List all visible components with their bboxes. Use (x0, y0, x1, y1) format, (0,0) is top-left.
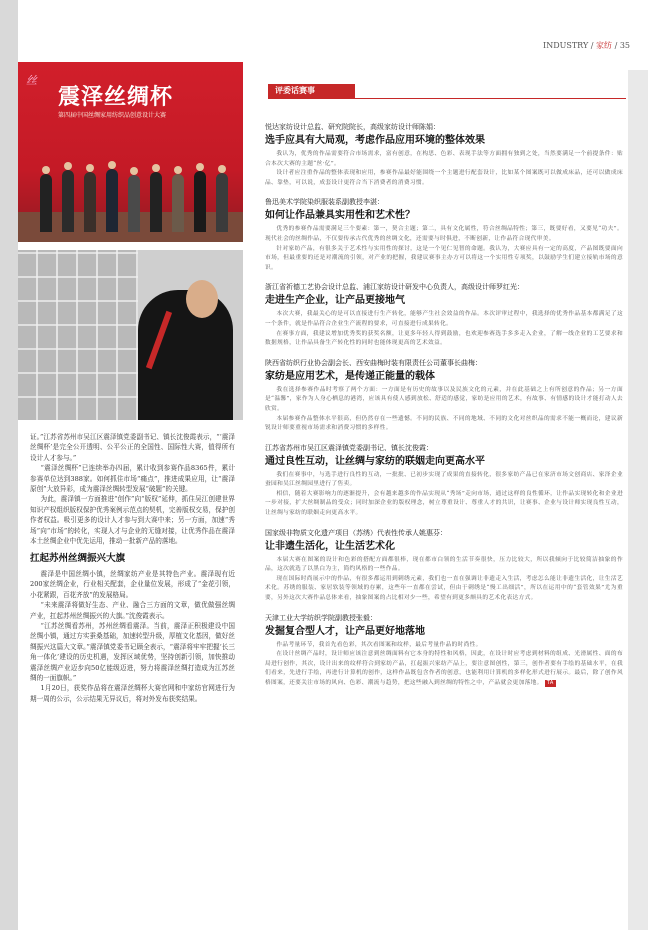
judge-comment (265, 282, 623, 348)
person-figure (106, 169, 118, 232)
section-rule (268, 98, 626, 99)
comment-paragraph: 本次大赛，我最关心的是可以直接进行生产转化，能够产生社会效益的作品。本次评审过程中，我选择的优秀作品基本都满足了这一个条件，就是作品符合企业生产流程的要求，可直接进行成果转化。 (265, 311, 623, 327)
person-figure (62, 170, 74, 232)
backdrop-title: 震泽丝绸杯 (58, 84, 174, 110)
comment-paragraph: 现在国际时尚展示中的作品，有很多都运用到刺绣元素，我们也一直在强调让非遗走入生活，考虑怎么能让非遗生活化，让生活艺术化。苏绣的服装、家居软装等领域的存累，这些年一直都在尝试，但由于刺绣是“慢工出细活”，所以在运用中的“套管效果”尤为重要，另外这次大赛作品总体来看，抽象图案的占比相对少一些，希望有到更多颇具的艺术化表达方式。 (265, 575, 623, 602)
judge-comment (265, 613, 623, 689)
comment-paragraph: 本届大赛在图案的设计和色彩的搭配方面都很棒，现在都市白领的生活节奏很快，压力比较大，所以我倾向于比较简洁抽象的作品，这次就选了以黑白为主，简约风格的一些作品。 (265, 556, 623, 573)
comment-title: 通过良性互动，让丝绸与家纺的联姻走向更高水平 (265, 455, 485, 467)
person-figure (40, 174, 52, 232)
paragraph: “江苏丝绸看苏州，苏州丝绸看震泽。当前，震泽正积极建设中国丝绸小镇，通过方实蚕桑基础，加速转型升级，厚植文化基因，做好丝绸振兴这篇大文章。”震泽镇党委书记顾全表示，“震泽将牢牢把握‘长三角一体化’建设的历史机遇，发挥区域优势，坚持创新引领，加快推动震泽丝绸产业迈步向50亿能级迈进，努力将震泽丝绸打造成为江苏丝绸的一面旗帜。” (30, 621, 235, 682)
judging-photo (18, 250, 243, 420)
comment-paragraph: 相信，随着大赛影响力的逐渐提升，会有越来越多的作品实现从“秀场”走向市场，通过这样的良性循环，让作品实现转化和企业进一步对接，扩大丝绸制品的受众；同时加深企业的版权理念，树立尊重设计、尊重人才的共识，让赛事、企业与设计师实现良性互动，让丝绸与家纺的联姻走向更高水平。 (265, 490, 623, 517)
page-right-band (628, 70, 648, 930)
person-figure (84, 172, 96, 232)
judge-name: 国家级非物质文化遗产项目（苏绣）代表性传承人姚惠芬： (265, 528, 447, 537)
person-figure (194, 171, 206, 232)
comment-paragraph (265, 650, 623, 688)
comment-title: 发掘复合型人才，让产品更好地落地 (265, 625, 425, 637)
paragraph: 证。”江苏省苏州市吴江区震泽镇党委副书记、镇长沈俊霞表示，“‘震泽丝绸杯’是完全公开透明、公平公正的全国性、国际性大赛，值得所有设计人才参与。” (30, 433, 235, 462)
comment-paragraph: 优秀的参赛作品需要满足三个要素：第一，契合主题；第二，具有文化属性，符合丝绸品特性；第三，既要好看，又要见“功夫”。现代社会的丝绸作品，不仅要传承古代优秀的丝绸文化，还需要与时俱进，不断创新，让作品符合现代审美。 (265, 226, 623, 242)
paragraph: “未来震泽将做好生态、产业、融合三方面的文章，做优做强丝绸产业，扛起苏州丝绸振兴的大旗。”沈俊霞表示。 (30, 601, 235, 620)
person-figure (216, 173, 228, 232)
comment-title: 走进生产企业，让产品更接地气 (265, 295, 405, 307)
comment-paragraph: 本届参赛作品整体水平很高，但仍然存在一些遗憾。不同的民族、不同的地域、不同的文化对丝织品的需求不能一概而论，建议新锐设计师要重视市场需求和消费习惯的多样性。 (265, 415, 623, 432)
comment-paragraph: 在赛事方面，我建议增加优秀奖的获奖名额，让更多年轻人得到鼓励，也欢迎参赛选手多多走入企业，了解一线企业的工艺要求和数据规格，让作品具备生产转化性的同时也能体现更高的艺术效益。 (265, 330, 623, 347)
running-header: INDUSTRY / 家纺 / 35 (543, 41, 630, 50)
judge-comment (265, 358, 623, 434)
comment-title: 选手应具有大局观，考虑作品应用环境的整体效果 (265, 135, 485, 146)
judges-comments-column (265, 122, 623, 698)
judge-comment (265, 197, 623, 273)
judge-comment (265, 443, 623, 519)
left-article-column (30, 432, 235, 704)
judge-name: 江苏省苏州市吴江区震泽镇党委副书记、镇长沈俊霞： (265, 443, 433, 452)
end-mark: TA (546, 680, 554, 686)
judge-name: 鲁迅美术学院染织服装系副教授李湛： (265, 198, 384, 207)
judge-name: 陕西省纺织行业协会副会长、西安曲梅时装有限责任公司董事长曲梅： (265, 358, 482, 367)
comment-paragraph: 我们在赛事中，与选手进行良性的互动，一批批、已初步实现了成果的直接转化，很多家纺产品已在家济市场文创商店、家泽企业蚕园和吴江丝绸园里进行了售卖。 (265, 471, 623, 488)
silk-logo: 丝 (26, 74, 37, 87)
comment-paragraph: 我认为，优秀的作品需要符合市场需求，富有创意，在构思、色彩、表现手法等方面拥有独到之处，当然要满足一个前提条件：贴合本次大赛的主题“丝·亿”。 (265, 151, 623, 167)
comment-paragraph: 设计者应注重作品的整体表现和应用，参赛作品最好能围绕一个主题进行配套设计，比如某个图案既可以做成床品，还可以做成床品、靠垫，可以说，成套设计更符合当下消费者的消费习惯。 (265, 170, 623, 186)
comment-paragraph: 针对家纺产品，有很多关于艺术性与实用性的探讨，这是一个见仁见智的命题。我认为，大赛应具有一定的高度，产品图既要面向市场，但最重要的还是对潮流的引领，对产业的把握，我建议赛事主办方可以将这一个实用性专项奖，以鼓励学生们建立接轨市场的意识。 (265, 245, 623, 271)
person-figure (150, 172, 162, 232)
comment-text: 在设计丝绸产品时，设计师应该注意到丝绸面料有它本身的特性和风格，因此，在设计时应考虑到材料的组成、光滑属性、面的布局进行创作，其次，设计出来的纹样符合到家纺产品，扛起振兴家纺产品上，要注意图创性，第三，创作者要有手绘的基础水平，在我们看来，先进行手绘，再进行计算机的创作，这样作品既包含作者的创意，也能利用计算机的多样化形式进行展示。最后，除了创作风格图案，还要关注市场的风向、色彩、潮流与趋势，把这些融入到丝绸的特性之中，产品就会更加落地。 (265, 651, 623, 686)
header-brand: 家纺 (596, 41, 613, 50)
header-section: INDUSTRY (543, 41, 589, 50)
person-figure (128, 175, 140, 232)
backdrop-subtitle: 第四届中国丝绸家用纺织品创意设计大赛 (58, 112, 167, 119)
judge-head (186, 280, 218, 318)
judge-comment (265, 122, 623, 188)
comment-paragraph: 我在选择参赛作品时考察了两个方面：一方面是有历史的故事以及民族文化的元素，并在此基础之上有所创意的作品；另一方面是“温馨”，家作为人身心栖息的港湾，应该具有使人感到放松、舒适的感觉，家纺是应用的艺术，有故事、有情感的设计才能打动人去欣赏。 (265, 386, 623, 412)
person-figure (172, 174, 184, 232)
group-photo (18, 62, 243, 242)
judge-name: 天津工业大学纺织学院副教授张毅： (265, 613, 377, 622)
judge-comment (265, 528, 623, 604)
comment-paragraph: 作品考量环节，我首先看色彩，其次看图案和纹样，最后考量作品的时尚性。 (276, 641, 482, 648)
comment-title: 让非遗生活化，让生活艺术化 (265, 540, 395, 552)
page-number: 35 (619, 41, 630, 50)
comment-title: 如何让作品兼具实用性和艺术性？ (265, 210, 415, 222)
section-tag: 评委话赛事 (268, 84, 355, 98)
judge-name: 悦达家纺设计总监、研究院院长，高级家纺设计师陈娟： (265, 123, 440, 131)
paragraph: 震泽是中国丝绸小镇，丝绸家纺产业是其特色产业。震泽现有近200家丝绸企业，行业相关配套，企业量位发展，形成了“金花引领，小花紧跟，百花齐放”的发展格局。 (30, 569, 235, 599)
comment-title: 家纺是应用艺术，是传递正能量的载体 (265, 370, 435, 382)
paragraph: “震泽丝绸杯”已连续举办四届，累计收到参赛作品8365件，累计参赛单位达到388家。如何抓住市场“痛点”，推进成果应用，让“震泽原创”大放异彩，成为震泽丝绸转型发展“破题”的关键。 (30, 464, 235, 494)
page-margin-band (0, 0, 18, 930)
paragraph: 为此，震泽镇一方面推进“创作”向“版权”延伸，抓住吴江创建世界知识产权组织版权保护优秀案例示范点的契机，完善版权交易，保护创作者权益。吸引更多的设计人才参与到大赛中来；另一方面，加速“秀场”向“市场”的转化，实现人才与企业的无缝对接，让优秀作品在震泽本土丝绸企业中优先运用，推动一批新产品的落地。 (30, 495, 235, 546)
paragraph: 1月20日，获奖作品将在震泽丝绸杯大赛官网和中家纺官网进行为期一周的公示，公示结果无异议后，将对外发布获奖结果。 (30, 684, 235, 703)
section-heading: 扛起苏州丝绸振兴大旗 (30, 553, 126, 565)
artwork-grid (18, 250, 138, 420)
judge-name: 浙江省祈德工艺协会设计总监、浦江家纺设计研发中心负责人，高级设计师罗红光： (265, 283, 524, 292)
